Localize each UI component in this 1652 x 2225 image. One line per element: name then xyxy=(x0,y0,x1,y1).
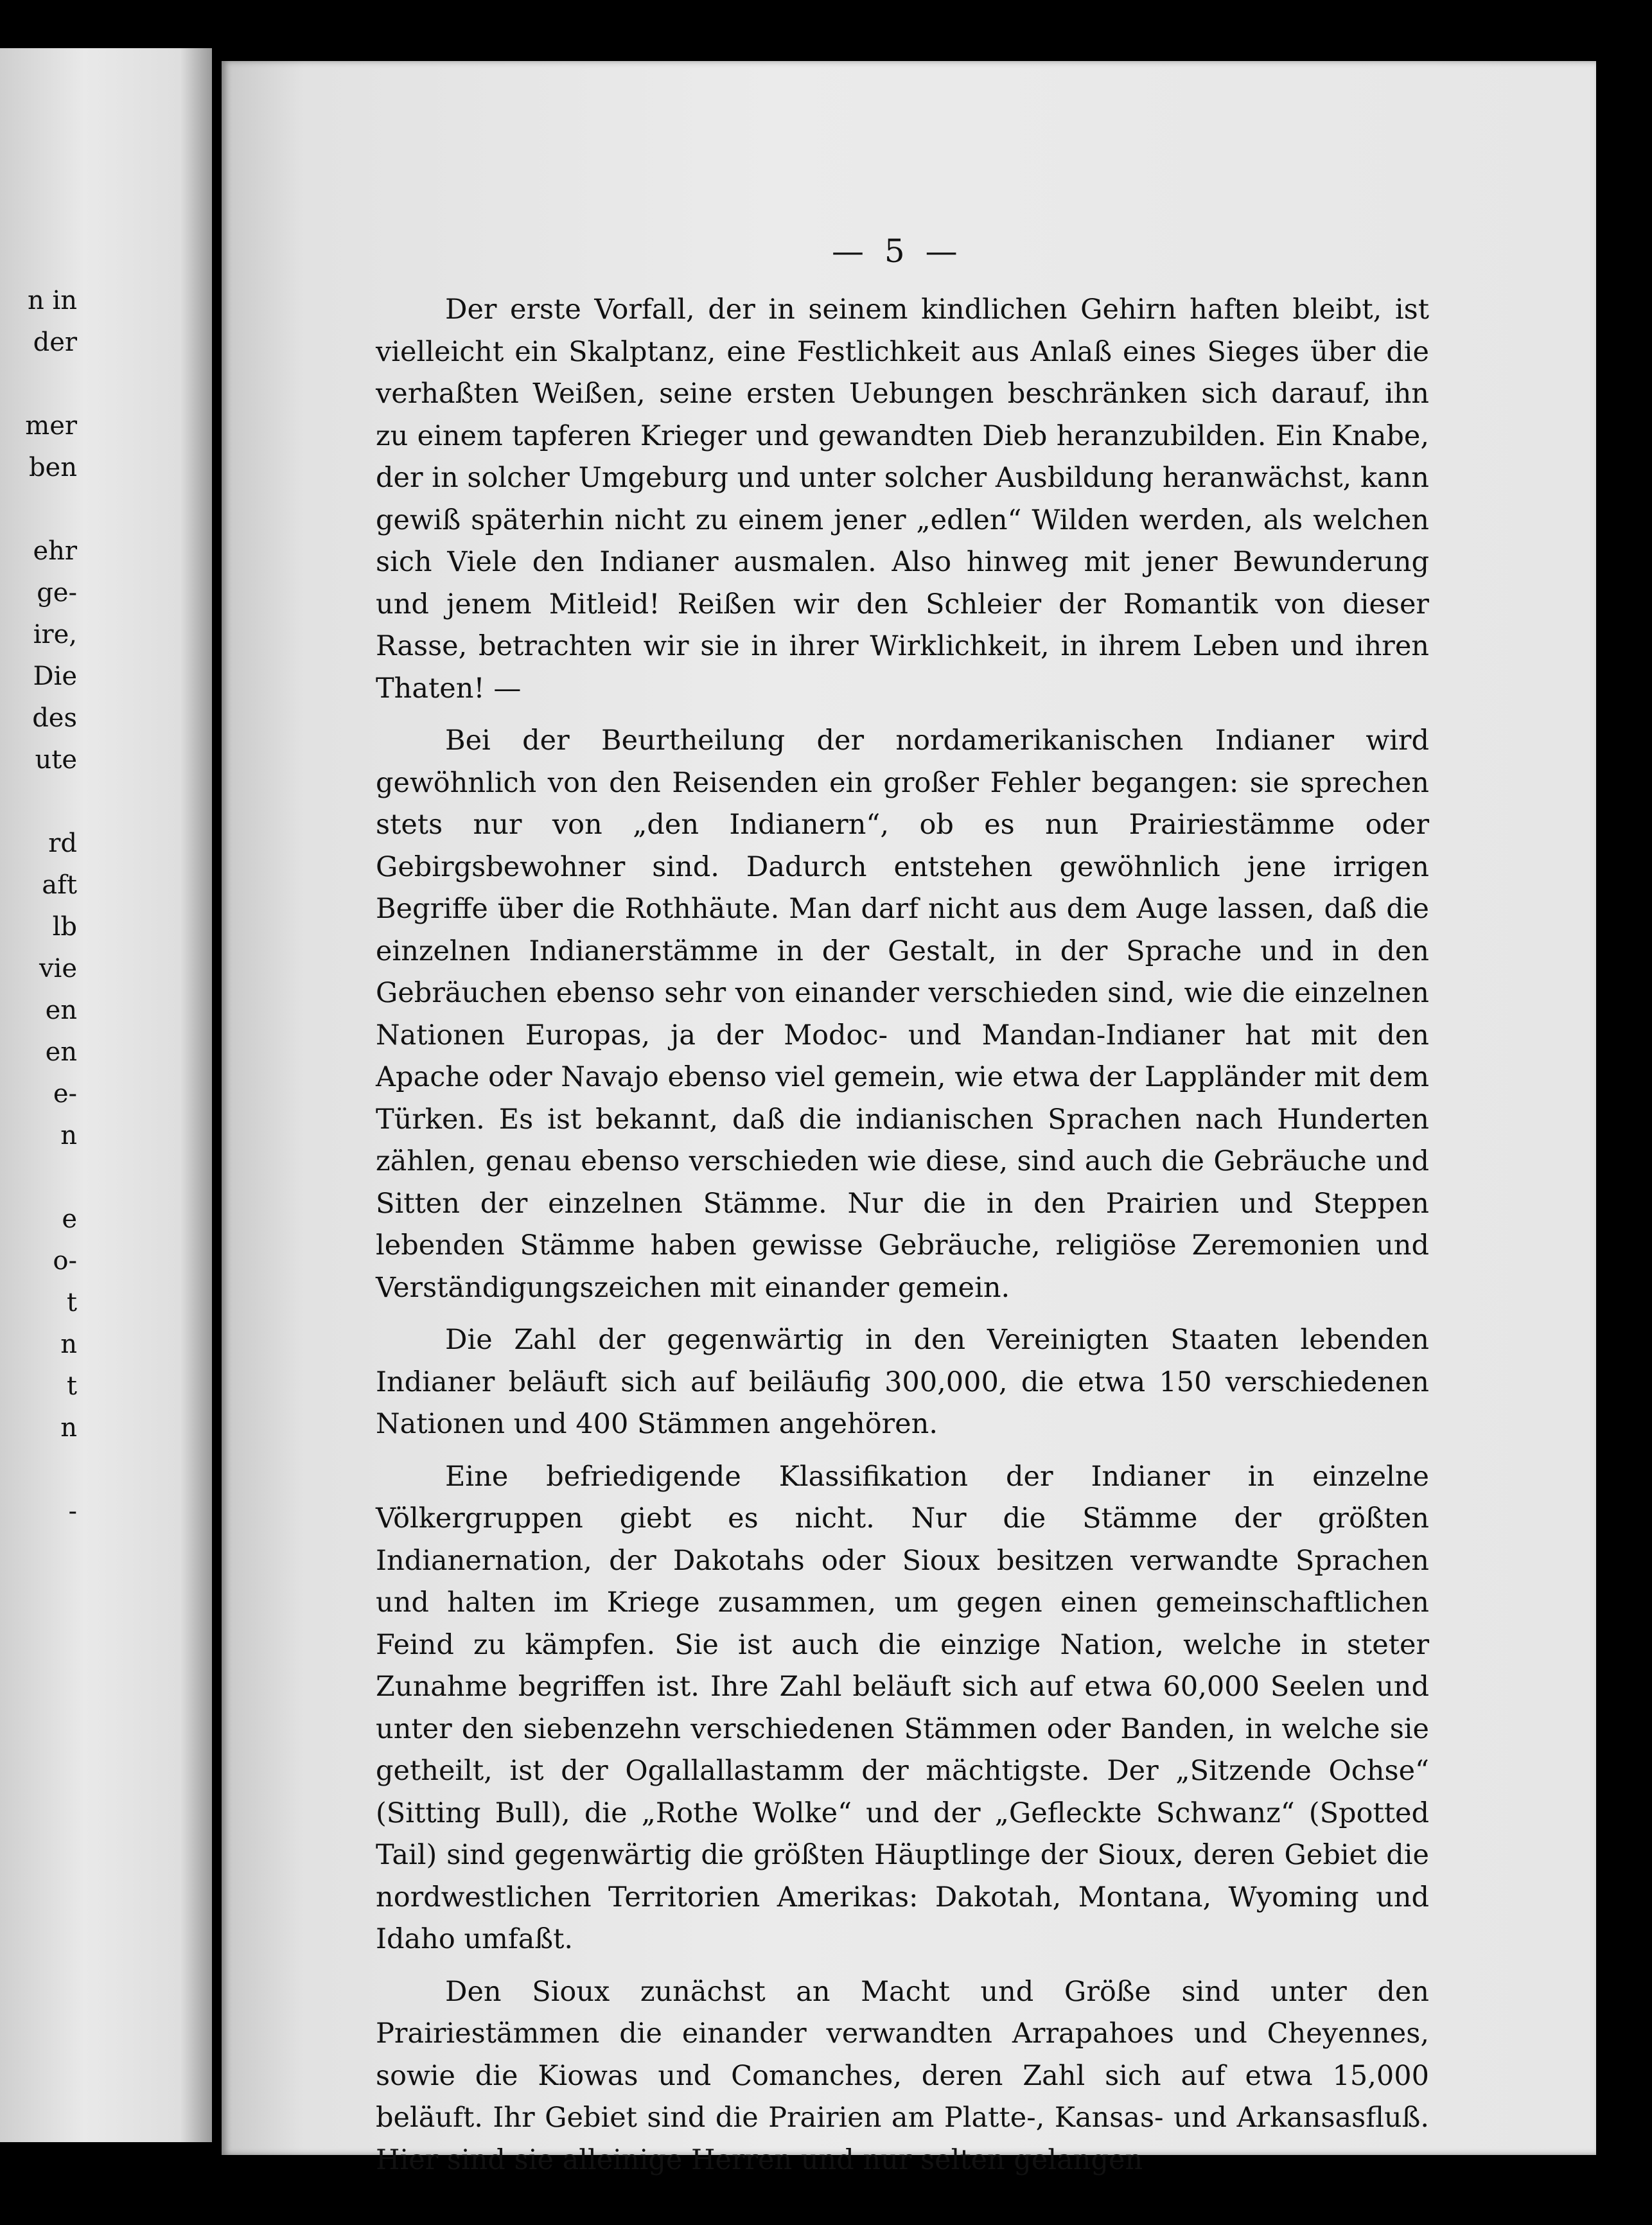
left-page-fragment: aft xyxy=(42,870,77,900)
page-body-text xyxy=(376,289,1429,2181)
left-page-fragment: ute xyxy=(35,745,77,775)
left-page-fragment: des xyxy=(32,703,77,733)
left-page-fragment: e- xyxy=(53,1079,77,1109)
left-page-fragment: o- xyxy=(53,1246,77,1276)
paragraph: Eine befriedigende Klassifikation der Indianer in einzelne Völkergruppen giebt es nicht. Nur die Stämme der größten Indianernation, der Dakotahs oder Sioux besitzen verwandte Sprachen und halten im Kriege zusammen, um gegen einen gemeinschaftlichen Feind zu kämpfen. Sie ist auch die einzige Nation, welche in steter Zunahme begriffen ist. Ihre Zahl beläuft sich auf etwa 60,000 Seelen und unter den siebenzehn verschiedenen Stämmen oder Banden, in welche sie getheilt, ist der Ogallallastamm der mächtigste. Der „Sitzende Ochse“ (Sitting Bull), die „Rothe Wolke“ und der „Gefleckte Schwanz“ (Spotted Tail) sind gegenwärtig die größten Häuptlinge der Sioux, deren Gebiet die nordwestlichen Territorien Amerikas: Dakotah, Montana, Wyoming und Idaho umfaßt. xyxy=(376,1460,1429,1955)
left-page-fragment: der xyxy=(33,328,77,357)
paragraph: Die Zahl der gegenwärtig in den Vereinigten Staaten lebenden Indianer beläuft sich auf beiläufig 300,000, die etwa 150 verschiedenen Nationen und 400 Stämmen angehören. xyxy=(376,1324,1429,1440)
paragraph: Bei der Beurtheilung der nordamerikanischen Indianer wird gewöhnlich von den Reisenden ein großer Fehler begangen: sie sprechen stets nur von „den Indianern“, ob es nun Prairiestämme oder Gebirgsbewohner sind. Dadurch entstehen gewöhnlich jene irrigen Begriffe über die Rothhäute. Man darf nicht aus dem Auge lassen, daß die einzelnen Indianerstämme in der Gestalt, in der Sprache und in den Gebräuchen ebenso sehr von einander verschieden sind, wie die einzelnen Nationen Europas, ja der Modoc- und Mandan-Indianer hat mit den Apache oder Navajo ebenso viel gemein, wie etwa der Lappländer mit dem Türken. Es ist bekannt, daß die indianischen Sprachen nach Hunderten zählen, genau ebenso verschieden wie diese, sind auch die Gebräuche und Sitten der einzelnen Stämme. Nur die in den Prairien und Steppen lebenden Stämme haben gewisse Gebräuche, religiöse Zeremonien und Verständigungszeichen mit einander gemein. xyxy=(376,725,1429,1304)
left-page-fragment: e xyxy=(62,1204,77,1234)
left-page-fragment: ehr xyxy=(33,536,77,566)
left-page-fragment: en xyxy=(45,1037,77,1067)
paragraph: Der erste Vorfall, der in seinem kindlichen Gehirn haften bleibt, ist vielleicht ein Skalptanz, eine Festlichkeit aus Anlaß eines Sieges über die verhaßten Weißen, seine ersten Uebungen beschränken sich darauf, ihn zu einem tapferen Krieger und gewandten Dieb heranzubilden. Ein Knabe, der in solcher Umgeburg und unter solcher Ausbildung heranwächst, kann gewiß späterhin nicht zu einem jener „edlen“ Wilden werden, als welchen sich Viele den Indianer ausmalen. Also hinweg mit jener Bewunderung und jenem Mitleid! Reißen wir den Schleier der Romantik von dieser Rasse, betrachten wir sie in ihrer Wirklichkeit, in ihrem Leben und ihren Thaten! — xyxy=(376,294,1429,705)
left-page-fragment: t xyxy=(66,1371,77,1401)
left-page-fragment: - xyxy=(68,1497,77,1526)
left-page-fragment: rd xyxy=(48,829,77,858)
left-page-fragment: ire, xyxy=(33,620,77,649)
left-page-fragment: n xyxy=(60,1121,77,1150)
paragraph: Den Sioux zunächst an Macht und Größe sind unter den Prairiestämmen die einander verwandten Arrapahoes und Cheyennes, sowie die Kiowas und Comanches, deren Zahl sich auf etwa 15,000 beläuft. Ihr Gebiet sind die Prairien am Platte-, Kansas- und Arkansasfluß. Hier sind sie alleinige Herren und nur selten gelangen xyxy=(376,1975,1429,2176)
left-page-fragment: mer xyxy=(25,411,77,441)
left-page-fragment: lb xyxy=(52,912,77,942)
left-page-fragment: ben xyxy=(28,453,77,482)
left-page-fragment: vie xyxy=(39,954,77,983)
left-page-fragment: n xyxy=(60,1413,77,1443)
page-number: — 5 — xyxy=(832,233,963,270)
left-page-fragment: en xyxy=(45,996,77,1025)
left-facing-page xyxy=(0,48,212,2142)
left-page-fragment: n in xyxy=(27,286,77,315)
left-page-fragment: Die xyxy=(33,662,77,691)
left-page-fragment: ge- xyxy=(37,578,77,608)
left-page-fragment: n xyxy=(60,1330,77,1359)
left-page-fragment: t xyxy=(66,1288,77,1317)
